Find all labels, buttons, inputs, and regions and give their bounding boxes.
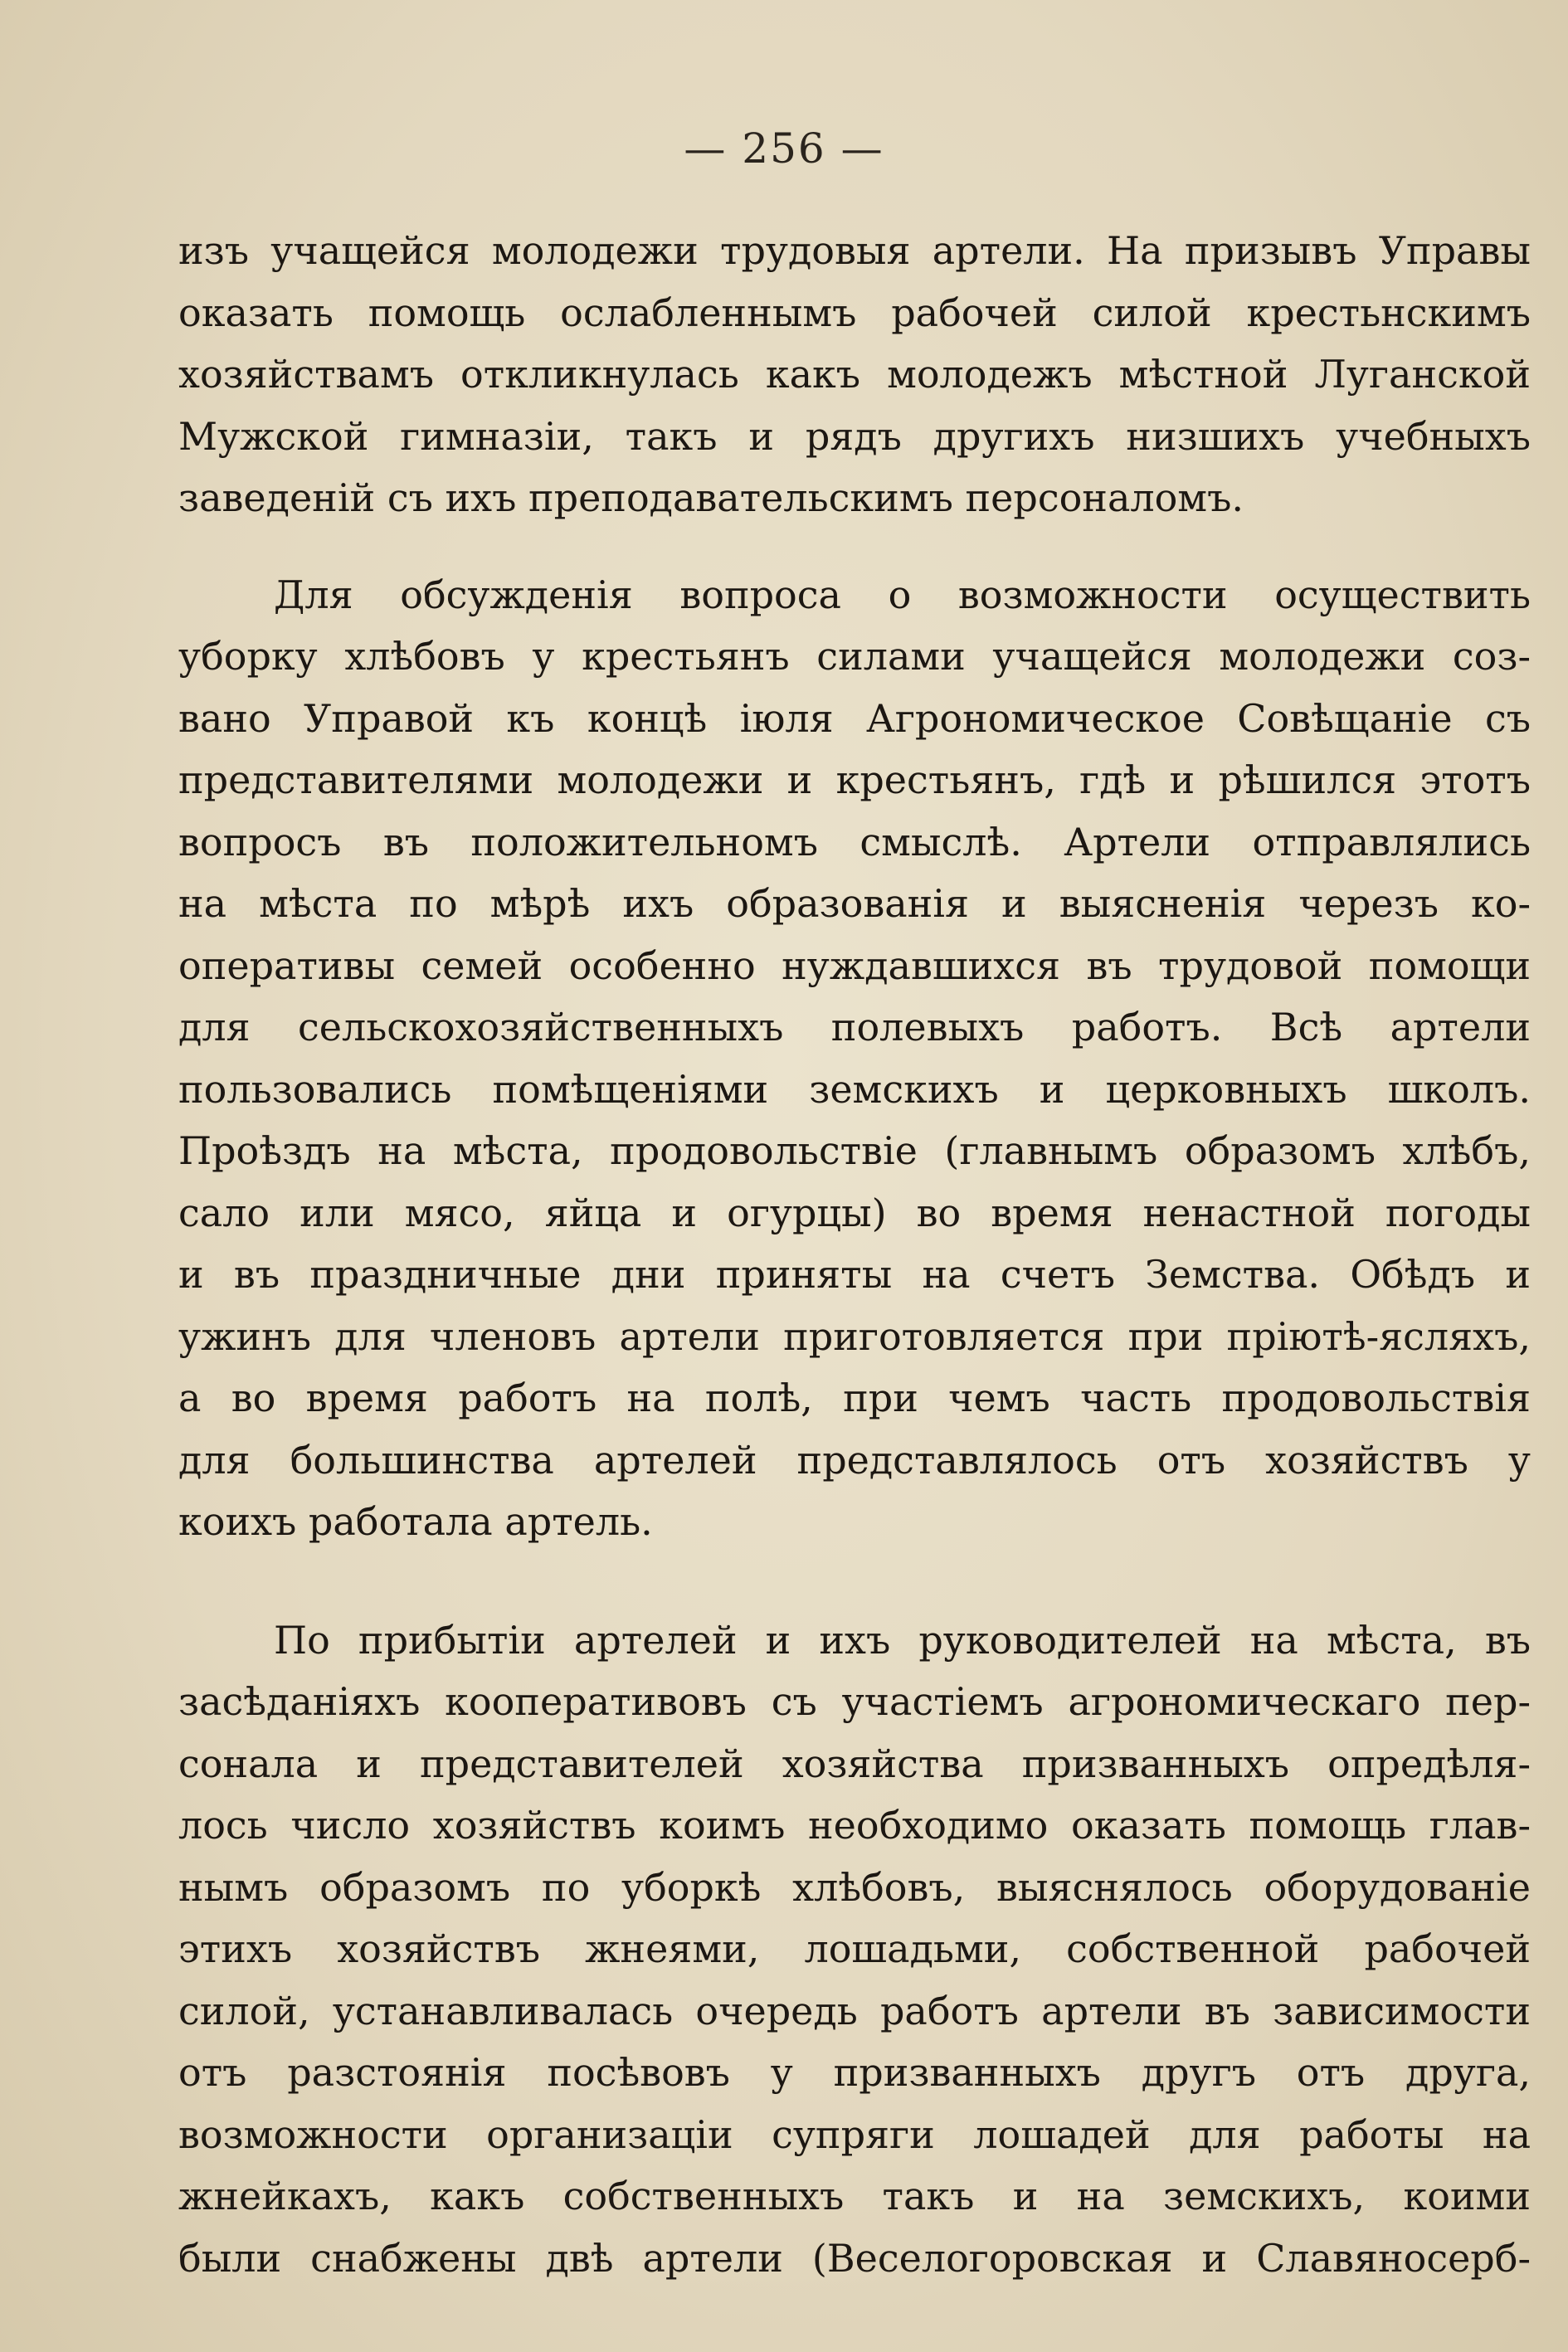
text-line: Для обсужденiя вопроса о возможности осуществить (274, 572, 1531, 617)
text-line: отъ разстоянiя посѣвовъ у призванныхъ другъ отъ друга, (178, 2050, 1531, 2095)
text-line: лось число хозяйствъ коимъ необходимо оказать помощь глав- (178, 1803, 1531, 1848)
text-line: засѣданiяхъ кооперативовъ съ участiемъ агрономическаго пер- (178, 1679, 1531, 1724)
paragraph-gap (178, 1561, 1531, 1618)
text-line: а во время работъ на полѣ, при чемъ часть продовольствiя (178, 1376, 1531, 1420)
text-line: жнейкахъ, какъ собственныхъ такъ и на земскихъ, коими (178, 2174, 1531, 2218)
text-line: По прибытiи артелей и ихъ руководителей на мѣста, въ (274, 1617, 1531, 1663)
text-line: вопросъ въ положительномъ смыслѣ. Артели отправлялись (178, 819, 1531, 864)
text-line: пользовались помѣщенiями земскихъ и церковныхъ школъ. (178, 1066, 1531, 1112)
body-text (178, 228, 1531, 2297)
text-line: возможности организацiи супряги лошадей для работы на (178, 2111, 1531, 2157)
text-line: этихъ хозяйствъ жнеями, лошадьми, собственной рабочей (178, 1926, 1531, 1971)
text-line: сало или мясо, яйца и огурцы) во время ненастной погоды (178, 1190, 1531, 1235)
text-line: представителями молодежи и крестьянъ, гдѣ и рѣшился этотъ (178, 757, 1531, 802)
text-line: оперативы семей особенно нуждавшихся въ трудовой помощи (178, 942, 1531, 988)
text-line: вано Управой къ концѣ iюля Агрономическое Совѣщанiе съ (178, 695, 1531, 741)
text-line: заведенiй съ ихъ преподавательскимъ персоналомъ. (178, 475, 1244, 520)
text-line: для большинства артелей представлялось отъ хозяйствъ у (178, 1437, 1531, 1483)
paragraph-gap (178, 538, 1531, 572)
paragraph-1 (178, 228, 1531, 538)
text-line: для сельскохозяйственныхъ полевыхъ работъ. Всѣ артели (178, 1005, 1531, 1049)
text-line: и въ праздничные дни приняты на счетъ Земства. Обѣдъ и (178, 1252, 1531, 1297)
text-line: уборку хлѣбовъ у крестьянъ силами учащейся молодежи соз- (178, 634, 1531, 679)
paragraph-2 (178, 572, 1531, 1561)
text-line: сонала и представителей хозяйства призванныхъ опредѣля- (178, 1741, 1531, 1786)
text-line: Проѣздъ на мѣста, продовольствiе (главнымъ образомъ хлѣбъ, (178, 1128, 1531, 1173)
page-number: — 256 — (684, 124, 884, 173)
text-line: коихъ работала артель. (178, 1499, 653, 1544)
paragraph-3 (178, 1618, 1531, 2298)
text-line: хозяйствамъ откликнулась какъ молодежъ мѣстной Луганской (178, 352, 1531, 397)
text-line: оказать помощь ослабленнымъ рабочей силой крестьнскимъ (178, 290, 1531, 335)
text-line: были снабжены двѣ артели (Веселогоровская и Славяносерб- (178, 2235, 1531, 2281)
text-line: нымъ образомъ по уборкѣ хлѣбовъ, выяснялось оборудованiе (178, 1864, 1531, 1910)
text-line: ужинъ для членовъ артели приготовляется при прiютѣ-ясляхъ, (178, 1313, 1531, 1359)
text-line: изъ учащейся молодежи трудовыя артели. На призывъ Управы (178, 228, 1531, 273)
text-line: на мѣста по мѣрѣ ихъ образованiя и выясненiя черезъ ко- (178, 881, 1531, 926)
text-line: Мужской гимназiи, такъ и рядъ другихъ низшихъ учебныхъ (178, 413, 1531, 459)
text-line: силой, устанавливалась очередь работъ артели въ зависимости (178, 1988, 1531, 2033)
